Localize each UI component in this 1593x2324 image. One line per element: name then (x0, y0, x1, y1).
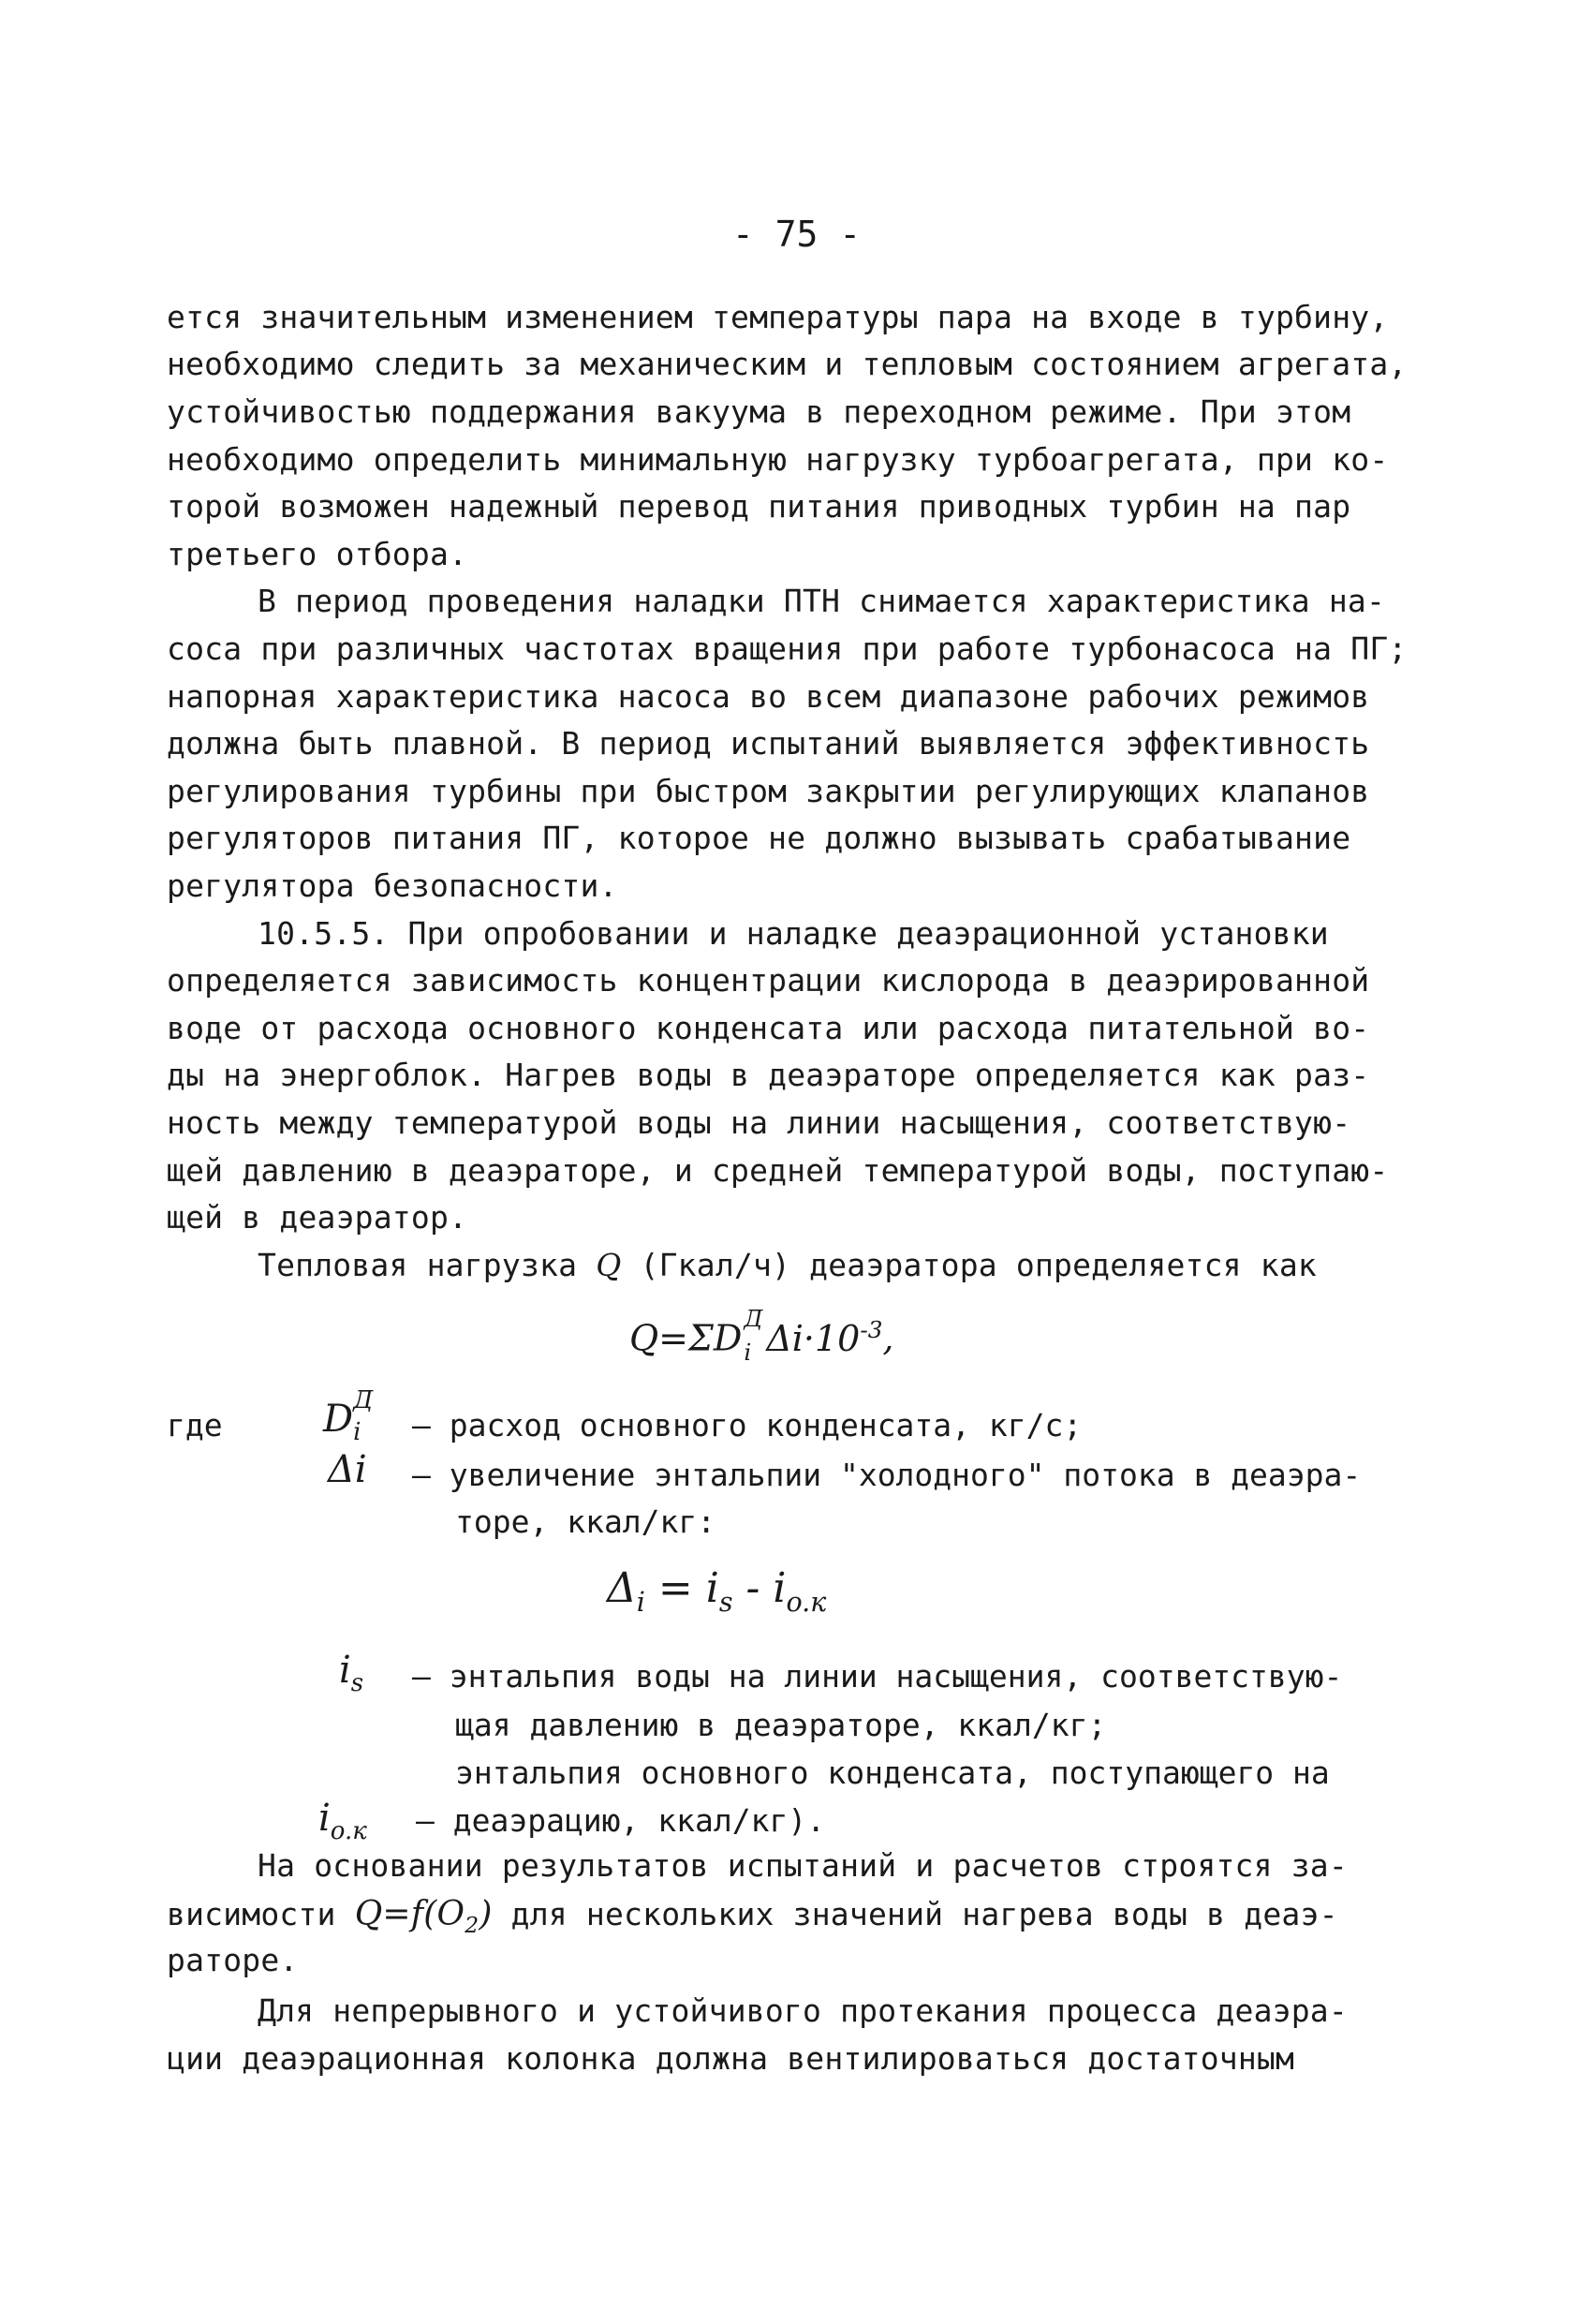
definition-i-s-cont: щая давлению в деаэраторе, ккал/кг; (455, 1707, 1107, 1743)
text-line: определяется зависимость концентрации кислорода в деаэрированной (167, 962, 1370, 999)
symbol-i-ok: $i_{o.к}$ (318, 1797, 367, 1845)
text-line: ции деаэрационная колонка должна вентилироваться достаточным (167, 2040, 1295, 2077)
definition-i-ok: энтальпия основного конденсата, поступающего на (455, 1754, 1330, 1791)
text-line: щей давлению в деаэраторе, и средней температурой воды, поступаю- (167, 1152, 1389, 1189)
text-line: ется значительным изменением температуры пара на входе в турбину, (167, 299, 1389, 335)
text-line: необходимо определить минимальную нагрузку турбоагрегата, при ко- (167, 441, 1389, 478)
symbol-i-s: $i_s$ (339, 1649, 364, 1697)
page-number: - 75 - (731, 214, 862, 255)
definition-delta-i-cont: торе, ккал/кг: (455, 1503, 716, 1540)
text-line: воде от расхода основного конденсата или расхода питательной во- (167, 1010, 1370, 1046)
text-line: ды на энергоблок. Нагрев воды в деаэраторе определяется как раз- (167, 1057, 1370, 1093)
q-symbol: Q (596, 1247, 622, 1283)
heat-load-sentence: Тепловая нагрузка Q (Гкал/ч) деаэратора определяется как (258, 1247, 1317, 1283)
text-line: В период проведения наладки ПТН снимается характеристика на- (258, 583, 1386, 619)
formula-heat-load: Q=ΣD Д i $\Delta i\cdot 10^{-3}$, (629, 1304, 894, 1366)
text-line: напорная характеристика насоса во всем диапазоне рабочих режимов (167, 678, 1370, 715)
where-label: где (167, 1407, 223, 1443)
text-line: соса при различных частотах вращения при работе турбонасоса на ПГ; (167, 630, 1408, 667)
text-line: регуляторов питания ПГ, которое не должно вызывать срабатывание (167, 820, 1351, 856)
section-heading-line: 10.5.5. При опробовании и наладке деаэрационной установки (258, 915, 1329, 952)
text-line: регулирования турбины при быстром закрытии регулирующих клапанов (167, 773, 1370, 809)
formula-delta-i: $\Delta_i = i_s - i_{o.к}$ (607, 1564, 827, 1618)
symbol-d: D Д i (323, 1386, 374, 1446)
definition-delta-i: – увеличение энтальпии "холодного" потока в деаэра- (412, 1457, 1362, 1493)
text-line: третьего отбора. (167, 536, 468, 572)
definition-d: – расход основного конденсата, кг/с; (412, 1407, 1083, 1443)
text-line: щей в деаэратор. (167, 1199, 468, 1236)
text-line: должна быть плавной. В период испытаний выявляется эффективность (167, 725, 1370, 762)
text-line: необходимо следить за механическим и тепловым состоянием агрегата, (167, 346, 1408, 382)
definition-i-ok-cont: – деаэрацию, ккал/кг). (416, 1802, 826, 1839)
text-line: На основании результатов испытаний и расчетов строятся за- (258, 1847, 1348, 1884)
text-line: Для непрерывного и устойчивого протекания процесса деаэра- (258, 1992, 1348, 2029)
text-line: ность между температурой воды на линии насыщения, соответствую- (167, 1104, 1351, 1141)
text-line: торой возможен надежный перевод питания приводных турбин на пар (167, 488, 1351, 525)
definition-i-s: – энтальпия воды на линии насыщения, соответствую- (412, 1658, 1343, 1695)
symbol-delta-i: Δi (328, 1448, 367, 1491)
text-line: регулятора безопасности. (167, 867, 618, 904)
text-line: устойчивостью поддержания вакуума в переходном режиме. При этом (167, 393, 1351, 430)
text-line: раторе. (167, 1942, 299, 1978)
text-line-with-math: висимости $Q=f(O_2)$ для нескольких значений нагрева воды в деаэ- (167, 1895, 1338, 1939)
